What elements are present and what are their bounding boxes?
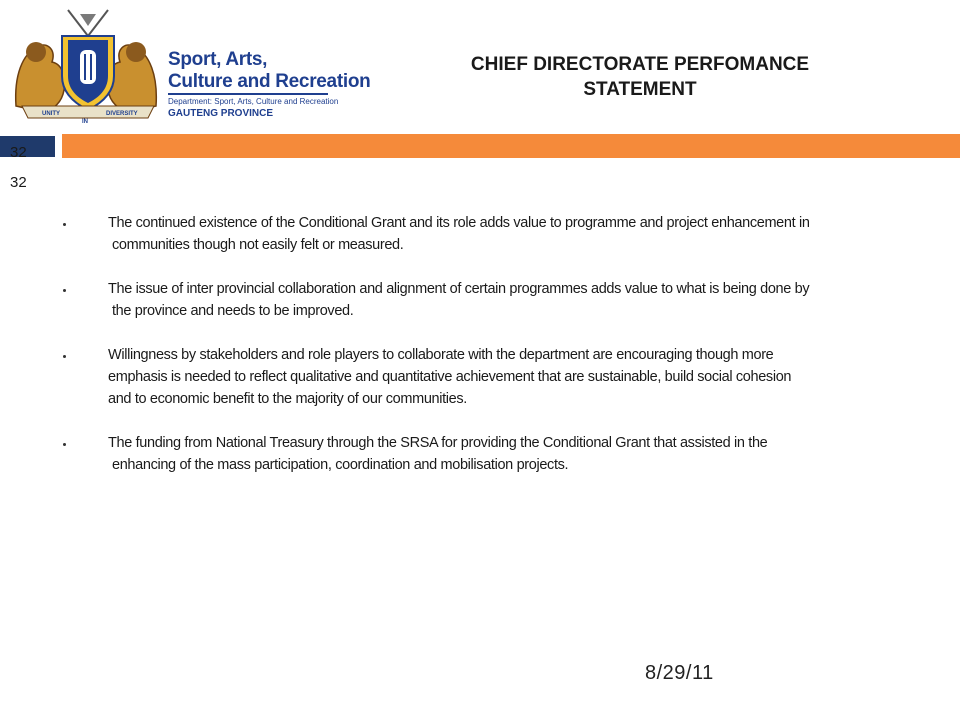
- logo-department: Department: Sport, Arts, Culture and Recreation: [168, 97, 339, 106]
- motto-right: DIVERSITY: [106, 111, 138, 117]
- page-title-line2: STATEMENT: [583, 79, 697, 100]
- bullet-line: and to economic benefit to the majority of our communities.: [108, 391, 467, 407]
- motto-left: UNITY: [42, 111, 60, 117]
- bullet-item: [60, 344, 920, 410]
- logo-divider: [168, 93, 328, 95]
- department-logo: [8, 6, 371, 124]
- logo-province: GAUTENG PROVINCE: [168, 108, 274, 119]
- bullet-dot-icon: [63, 223, 66, 226]
- logo-title-line1: Sport, Arts,: [168, 49, 268, 70]
- bullet-line: Willingness by stakeholders and role players to collaborate with the department are encouraging though more: [108, 347, 774, 363]
- bullet-line: the province and needs to be improved.: [112, 303, 354, 319]
- bullet-dot-icon: [63, 443, 66, 446]
- bullet-line: The continued existence of the Conditional Grant and its role adds value to programme and project enhancement in: [108, 215, 810, 231]
- bullet-dot-icon: [63, 289, 66, 292]
- bullet-line: The issue of inter provincial collaboration and alignment of certain programmes adds value to what is being done by: [108, 281, 810, 297]
- bullet-item: [60, 432, 920, 476]
- page-title-line1: CHIEF DIRECTORATE PERFOMANCE: [470, 54, 810, 75]
- bullet-line: The funding from National Treasury through the SRSA for providing the Conditional Grant that assisted in the: [108, 435, 768, 451]
- bullet-line: communities though not easily felt or measured.: [112, 237, 404, 253]
- slide-number-duplicate: 32: [10, 174, 27, 191]
- footer-date: 8/29/11: [645, 662, 714, 684]
- header-bar-orange: [62, 134, 960, 158]
- page-title: [400, 52, 880, 102]
- coat-of-arms-icon: [8, 6, 168, 124]
- logo-title-line2: Culture and Recreation: [168, 71, 371, 92]
- bullet-list: [60, 212, 920, 498]
- bullet-dot-icon: [63, 355, 66, 358]
- bullet-line: emphasis is needed to reflect qualitative and quantitative achievement that are sustainable, build social cohesion: [108, 369, 792, 385]
- bullet-item: [60, 278, 920, 322]
- bullet-item: [60, 212, 920, 256]
- header-bar-navy: [0, 136, 55, 157]
- slide-number: 32: [10, 144, 27, 161]
- motto-mid: IN: [82, 119, 88, 124]
- bullet-line: enhancing of the mass participation, coordination and mobilisation projects.: [112, 457, 569, 473]
